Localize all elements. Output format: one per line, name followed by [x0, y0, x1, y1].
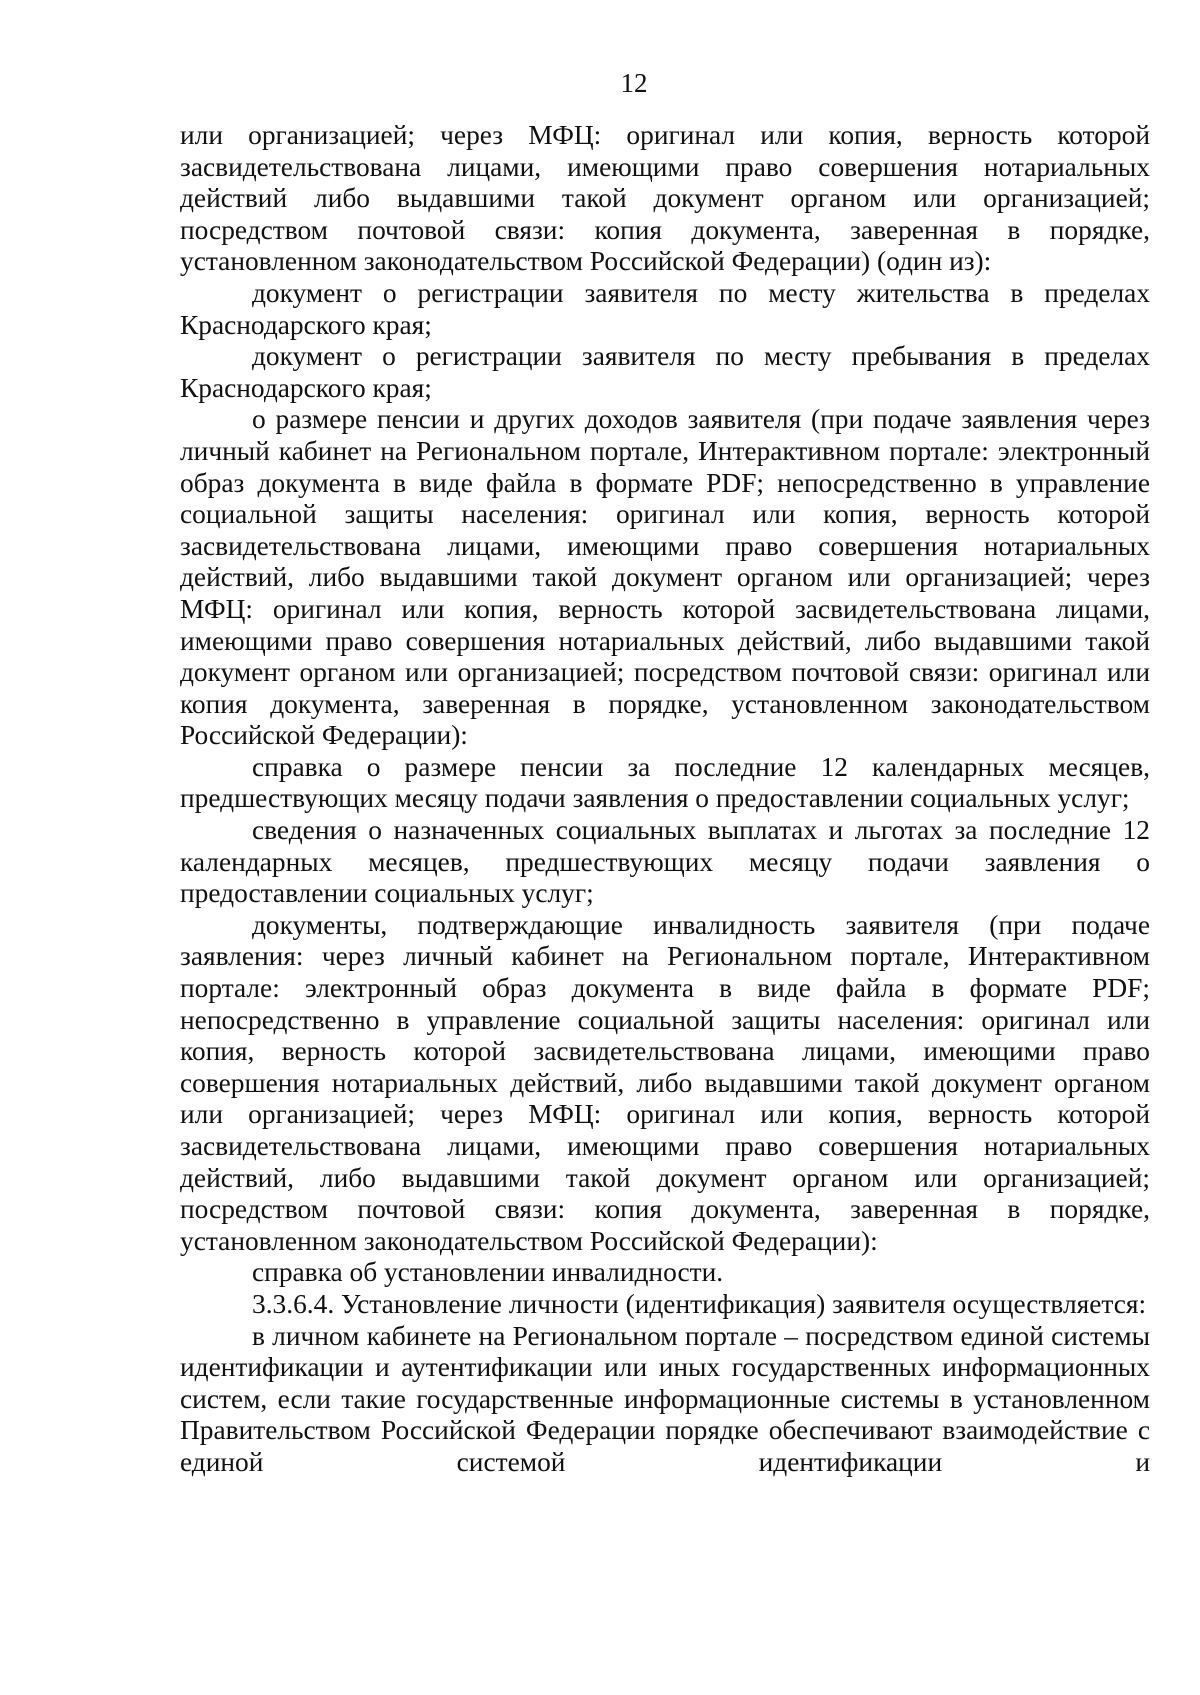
paragraph-pension-certificate: справка о размере пенсии за последние 12 календарных месяцев, предшествующих месяцу подачи заявления о предоставлении социальных услуг; [180, 751, 1150, 814]
paragraph-disability-certificate: справка об установлении инвалидности. [252, 1257, 724, 1288]
document-body [180, 120, 1150, 1479]
paragraph-section-3-3-6-4: 3.3.6.4. Установление личности (идентификация) заявителя осуществляется: [252, 1288, 1147, 1319]
paragraph-disability-documents: документы, подтверждающие инвалидность заявителя (при подаче заявления: через личный кабинет на Региональном портале, Интерактивном портале: электронный образ документа в виде файла в формате PDF; непосредственно в управление социальной защиты населения: оригинал или копия, верность которой засвидетельствована лицами, имеющими право совершения нотариальных действий, либо выдавшими такой документ органом или организацией; через МФЦ: оригинал или копия, верность которой засвидетельствована лицами, имеющими право совершения нотариальных действий, либо выдавшими такой документ органом или организацией; посредством почтовой связи: копия документа, заверенная в порядке, установленном законодательством Российской Федерации): [180, 909, 1150, 1256]
paragraph-registration-residence: документ о регистрации заявителя по месту жительства в пределах Краснодарского края; [180, 277, 1150, 340]
paragraph-registration-stay: документ о регистрации заявителя по месту пребывания в пределах Краснодарского края; [180, 341, 1150, 403]
paragraph-social-payments: сведения о назначенных социальных выплатах и льготах за последние 12 календарных месяцев, предшествующих месяцу подачи заявления о предоставлении социальных услуг; [180, 815, 1150, 909]
paragraph-personal-account: в личном кабинете на Региональном портале – посредством единой системы идентификации и аутентификации или иных государственных информационных систем, если такие государственные информационные системы в установленном Правительством Российской Федерации порядке обеспечивают взаимодействие с единой системой идентификации и [180, 1320, 1150, 1477]
paragraph-continuation: или организацией; через МФЦ: оригинал или копия, верность которой засвидетельствована лицами, имеющими право совершения нотариальных действий либо выдавшими такой документ органом или организацией; посредством почтовой связи: копия документа, заверенная в порядке, установленном законодательством Российской Федерации) (один из): [180, 120, 1150, 277]
paragraph-pension-income: о размере пенсии и других доходов заявителя (при подаче заявления через личный кабинет на Региональном портале, Интерактивном портале: электронный образ документа в виде файла в формате PDF; непосредственно в управление социальной защиты населения: оригинал или копия, верность которой засвидетельствована лицами, имеющими право совершения нотариальных действий, либо выдавшими такой документ органом или организацией; через МФЦ: оригинал или копия, верность которой засвидетельствована лицами, имеющими право совершения нотариальных действий, либо выдавшими такой документ органом или организацией; посредством почтовой связи: оригинал или копия документа, заверенная в порядке, установленном законодательством Российской Федерации): [180, 404, 1150, 751]
page-number: 12 [620, 68, 648, 98]
